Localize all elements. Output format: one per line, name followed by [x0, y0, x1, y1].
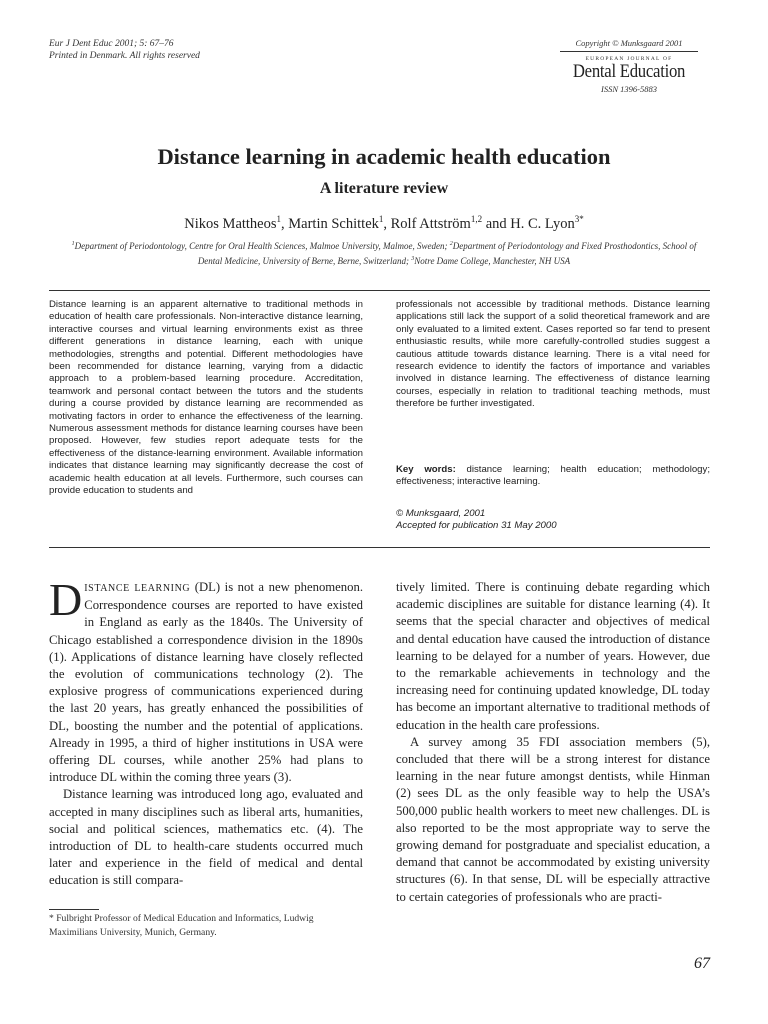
- abstract-bottom-rule: [49, 547, 710, 548]
- author-separator: ,: [383, 215, 391, 232]
- article-title: Distance learning in academic health education: [157, 144, 611, 169]
- keywords-label: Key words:: [396, 464, 456, 475]
- affil-mark: 2: [449, 241, 453, 247]
- author-name: Rolf Attström: [390, 215, 471, 232]
- issn: ISSN 1396-5883: [601, 84, 657, 94]
- author-affil-mark: 1: [378, 214, 384, 224]
- footnote-rule: [49, 909, 99, 910]
- abstract-left-column: Distance learning is an apparent alternative to traditional methods in education of health care professionals. Non-interactive distance learning, interactive courses and virtual learning environments exist as three different generations in distance learning, each with unique methodologies, strengths and potential. Different methodologies have been recommended for distance learning, varying from a didactic approach to a problem-based learning procedure. Accreditation, teamwork and personal contact between the tutors and the students during a course provided by distance learning are recommended as motivating factors in order to enhance the effectiveness of the learning. Numerous assessment methods for distance learning courses have been proposed. However, few studies report adequate tests for the effectiveness of the distance-learning environment. Available information indicates that distance learning may significantly decrease the cost of academic health education at all levels. Furthermore, such courses can provide education to students and: [49, 299, 363, 497]
- author-separator: and: [482, 215, 511, 232]
- abstract-right-column: professionals not accessible by traditional methods. Distance learning applications still lack the support of a solid theoretical framework and are only evaluated to a limited extent. Cases reported so far tend to present enthusiastic results, while more carefully-controlled studies suggest a cautious attitude towards distance learning. There is a vital need for research evidence to identify the factors of importance and variables involved in distance learning. The effectiveness of distance learning courses, especially in relation to traditional teaching methods, must therefore be further investigated.: [396, 299, 710, 410]
- abstract-copyright: © Munksgaard, 2001: [396, 508, 486, 519]
- paragraph-text: (DL) is not a new phenomenon. Correspondence courses are reported to have existed in England as early as the 1840s. The University of Chicago established a correspondence division in the 1890s (1). Applications of distance learning have closely reflected the evolution of communications technology (2). The explosive progress of communications experienced during the last 20 years, has greatly enhanced the possibilities of DL, boosting the number and the potential of applications. Already in 1995, a third of higher institutions in USA were offering DL courses, while another 25% had plans to introduce DL within the coming three years (3).: [49, 580, 363, 785]
- affiliation: Department of Periodontology and Fixed Prosthodontics, School of Dental Medicine, University of Berne, Berne, Switzerland;: [197, 241, 697, 266]
- body-right-column: [396, 579, 710, 906]
- author-name: Martin Schittek: [288, 215, 379, 232]
- accepted-date: Accepted for publication 31 May 2000: [396, 520, 557, 532]
- author-affil-mark: 1,2: [470, 214, 483, 224]
- printed-line: Printed in Denmark. All rights reserved: [49, 51, 200, 61]
- author-name: H. C. Lyon: [510, 215, 575, 232]
- author-affil-mark: 1: [276, 214, 282, 224]
- author-affil-mark: 3*: [574, 214, 584, 224]
- citation-header: [49, 38, 200, 62]
- author-separator: ,: [281, 215, 289, 232]
- affil-mark: 1: [71, 241, 75, 247]
- journal-name: Dental Education: [572, 61, 686, 82]
- keywords: [396, 464, 710, 489]
- affiliation: Notre Dame College, Manchester, NH USA: [414, 255, 571, 266]
- body-paragraph: Distance learning was introduced long ago, evaluated and accepted in many disciplines such as liberal arts, humanities, social and political sciences, mathematics etc. (4). The introduction of DL to health-care students occurred much later and experience in the field of medical and dental education is still compara-: [49, 787, 363, 888]
- affiliation: Department of Periodontology, Centre for Oral Health Sciences, Malmoe University, Malmoe, Sweden;: [74, 241, 450, 251]
- abstract-top-rule: [49, 290, 710, 291]
- affil-mark: 3: [411, 255, 415, 262]
- author-list: [0, 214, 768, 233]
- citation-line: Eur J Dent Educ 2001; 5: 67–76: [49, 39, 174, 49]
- author-name: Nikos Mattheos: [184, 215, 277, 232]
- copyright-line: Copyright © Munksgaard 2001: [560, 38, 698, 52]
- article-subtitle: A literature review: [319, 180, 449, 197]
- journal-prefix: EUROPEAN JOURNAL OF: [585, 56, 673, 62]
- body-paragraph: A survey among 35 FDI association members (5), concluded that there will be a strong interest for distance learning in the near future amongst dentists, while Hinman (2) sees DL as the only feasible way to help the USA’s 500,000 public health workers to meet new challenges. DL is also reported to be the most appropriate way to serve the growing demand for postgraduate and specialist education, a demand that cannot be accommodated by existing university structures (6). In that sense, DL will be especially attractive to certain categories of professionals who are practi-: [396, 734, 710, 904]
- body-paragraph: [49, 574, 363, 786]
- drop-cap: D: [49, 574, 83, 625]
- lead-in-smallcaps: ISTANCE LEARNING: [84, 583, 191, 594]
- journal-masthead: [560, 38, 698, 95]
- footnote: * Fulbright Professor of Medical Education and Informatics, Ludwig Maximilians University, Munich, Germany.: [49, 913, 314, 938]
- body-left-column: [49, 574, 363, 890]
- keywords-text: distance learning; health education; methodology; effectiveness; interactive learning.: [396, 464, 710, 488]
- body-paragraph: tively limited. There is continuing debate regarding which academic disciplines are suitable for distance learning (4). It seems that the special character and objectives of medical and dental education have caused the introduction of distance learning to be delayed for a number of years. However, due to the remarkable achievements in technology and the increasing need for continuing updated knowledge, DL today has become an important alternative to traditional methods of education in the health care professions.: [396, 580, 710, 732]
- affiliations: [60, 238, 708, 267]
- page-number: 67: [694, 955, 710, 972]
